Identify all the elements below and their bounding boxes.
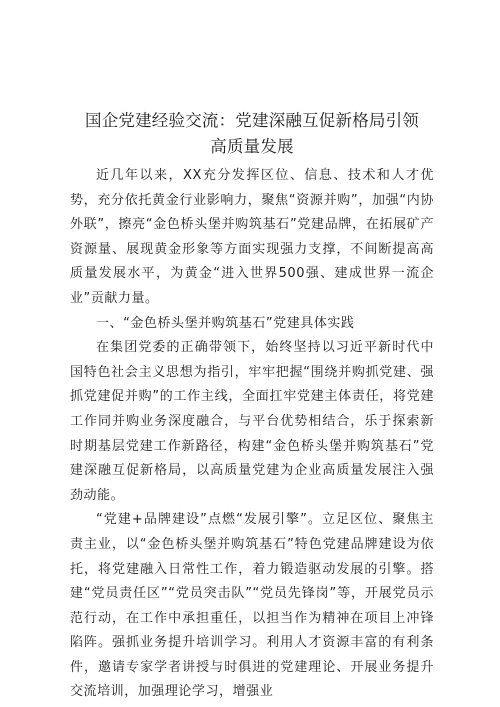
intro-paragraph: 近几年以来，XX充分发挥区位、信息、技术和人才优势，充分依托黄金行业影响力，聚焦“资源并购”，加强“内协外联”，擦亮“金色桥头堡并购筑基石”党建品牌，在拓展矿产资源量、展现黄金形象等方面实现强力支撑，不间断提高高质量发展水平，为黄金“进入世界500强、建成世界一流企业”贡献力量。 bbox=[70, 168, 434, 306]
title-line-1: 国企党建经验交流：党建深融互促新格局引领 bbox=[85, 111, 419, 130]
body-paragraph-2: “党建+品牌建设”点燃“发展引擎”。立足区位、聚焦主责主业，以“金色桥头堡并购筑基石”特色党建品牌建设为依托，将党建融入日常性工作，着力锻造驱动发展的引擎。搭建“党员责任区”“党员突击队”“党员先锋岗”等，开展党员示范行动，在工作中承担重任，以担当作为精神在项目上冲锋陷阵。强抓业务提升培训学习。利用人才资源丰富的有利条件，邀请专家学者讲授与时俱进的党建理论、开展业务提升交流培训，加强理论学习，增强业 bbox=[70, 512, 434, 700]
title-line-2: 高质量发展 bbox=[210, 137, 294, 156]
document-title bbox=[70, 108, 434, 160]
section-heading-1: 一、“金色桥头堡并购筑基石”党建具体实践 bbox=[96, 315, 355, 331]
body-paragraph-1: 在集团党委的正确带领下，始终坚持以习近平新时代中国特色社会主义思想为指引，牢牢把握“围绕并购抓党建、强抓党建促并购”的工作主线，全面扛牢党建主体责任，将党建工作同并购业务深度融合，与平台优势相结合，乐于探索新时期基层党建工作新路径，构建“金色桥头堡并购筑基石”党建深融互促新格局，以高质量党建为企业高质量发展注入强劲动能。 bbox=[70, 340, 434, 503]
